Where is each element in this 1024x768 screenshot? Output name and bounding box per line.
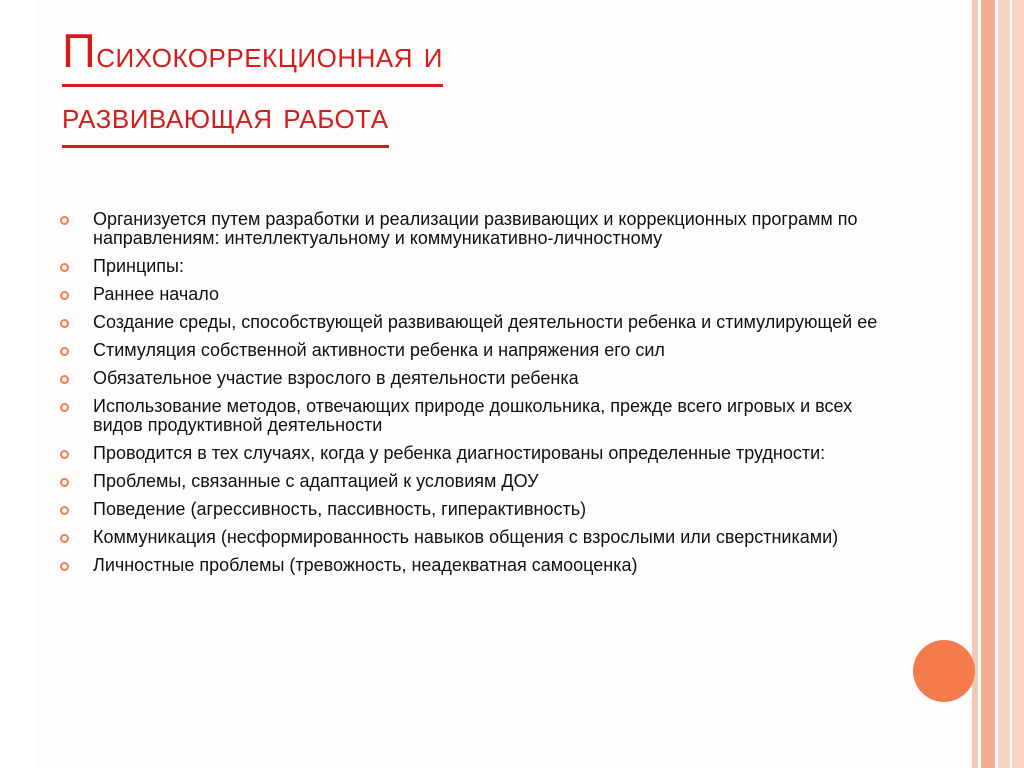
list-item [60, 444, 890, 463]
list-item [60, 210, 890, 248]
list-item-text: Создание среды, способствующей развивающей деятельности ребенка и стимулирующей ее [93, 312, 878, 332]
list-item [60, 257, 890, 276]
list-item [60, 472, 890, 491]
left-margin [0, 0, 36, 768]
bullet-icon [60, 450, 69, 459]
list-item [60, 528, 890, 547]
bullet-icon [60, 403, 69, 412]
stripe-3 [981, 0, 995, 768]
title-line-2: развивающая работа [62, 87, 389, 148]
list-item [60, 285, 890, 304]
stripe-6 [1010, 0, 1012, 768]
bullet-icon [60, 216, 69, 225]
bullet-icon [60, 375, 69, 384]
list-item-text: Обязательное участие взрослого в деятельности ребенка [93, 368, 579, 388]
list-item [60, 556, 890, 575]
list-item-text: Принципы: [93, 256, 184, 276]
list-item-text: Организуется путем разработки и реализации развивающих и коррекционных программ по направлениям: интеллектуальному и коммуникативно-личностному [93, 209, 858, 248]
list-item-text: Проблемы, связанные с адаптацией к условиям ДОУ [93, 471, 539, 491]
bullet-icon [60, 506, 69, 515]
bullet-icon [60, 478, 69, 487]
list-item-text: Личностные проблемы (тревожность, неадекватная самооценка) [93, 555, 638, 575]
orange-circle-decoration [913, 640, 975, 702]
list-item [60, 500, 890, 519]
list-item-text: Коммуникация (несформированность навыков общения с взрослыми или сверстниками) [93, 527, 839, 547]
bullet-icon [60, 347, 69, 356]
bullet-icon [60, 534, 69, 543]
list-item [60, 313, 890, 332]
bullet-list [60, 210, 890, 584]
title-line-1 [62, 22, 443, 87]
bullet-icon [60, 319, 69, 328]
title-line-1-rest: сихокоррекционная и [96, 34, 443, 75]
slide-title [62, 22, 942, 148]
bullet-icon [60, 291, 69, 300]
list-item-text: Использование методов, отвечающих природе дошкольника, прежде всего игровых и всех видов продуктивной деятельности [93, 396, 853, 435]
list-item [60, 397, 890, 435]
list-item [60, 341, 890, 360]
list-item-text: Поведение (агрессивность, пассивность, гиперактивность) [93, 499, 587, 519]
title-first-letter: П [62, 24, 97, 77]
right-decorative-stripes [972, 0, 1024, 768]
list-item-text: Проводится в тех случаях, когда у ребенка диагностированы определенные трудности: [93, 443, 826, 463]
list-item-text: Стимуляция собственной активности ребенка и напряжения его сил [93, 340, 665, 360]
list-item [60, 369, 890, 388]
bullet-icon [60, 562, 69, 571]
bullet-icon [60, 263, 69, 272]
list-item-text: Раннее начало [93, 284, 219, 304]
